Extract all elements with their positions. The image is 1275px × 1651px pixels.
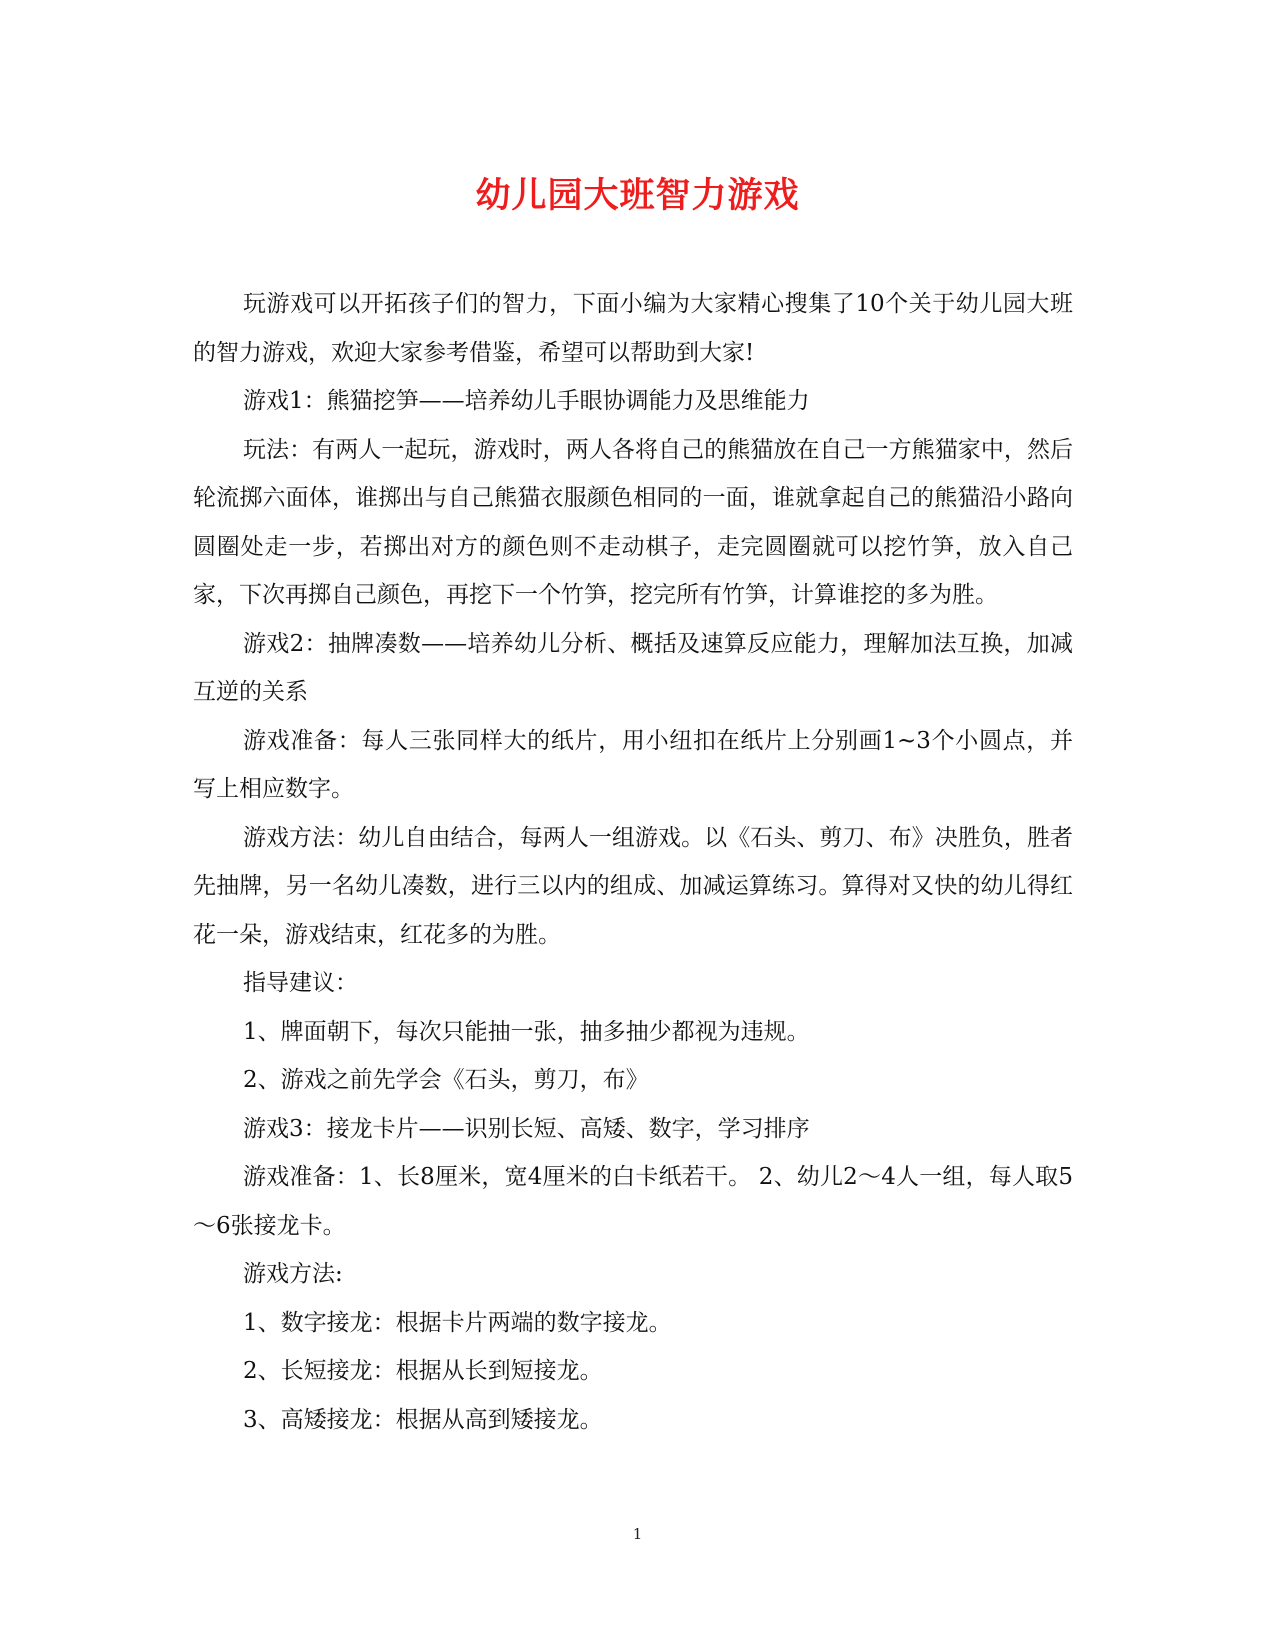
paragraph-game2-heading: 游戏2：抽牌凑数——培养幼儿分析、概括及速算反应能力，理解加法互换，加减互逆的关系 bbox=[193, 630, 1073, 705]
paragraph-guidance-item-1: 1、牌面朝下，每次只能抽一张，抽多抽少都视为违规。 bbox=[243, 1018, 810, 1045]
paragraph-game1-heading: 游戏1：熊猫挖笋——培养幼儿手眼协调能力及思维能力 bbox=[243, 388, 810, 414]
page-number: 1 bbox=[632, 1525, 643, 1543]
paragraph-game3-method-item-1: 1、数字接龙：根据卡片两端的数字接龙。 bbox=[243, 1309, 672, 1336]
document-body bbox=[193, 280, 1073, 1444]
paragraph-game1-rules: 玩法：有两人一起玩，游戏时，两人各将自己的熊猫放在自己一方熊猫家中，然后轮流掷六面体，谁掷出与自己熊猫衣服颜色相同的一面，谁就拿起自己的熊猫沿小路向圆圈处走一步，若掷出对方的颜色则不走动棋子，走完圆圈就可以挖竹笋，放入自己家，下次再掷自己颜色，再挖下一个竹笋，挖完所有竹笋，计算谁挖的多为胜。 bbox=[193, 436, 1073, 608]
paragraph-game3-method-item-2: 2、长短接龙：根据从长到短接龙。 bbox=[243, 1358, 603, 1384]
paragraph-game3-preparation: 游戏准备：1、长8厘米，宽4厘米的白卡纸若干。 2、幼儿2～4人一组，每人取5～6张接龙卡。 bbox=[193, 1164, 1073, 1239]
paragraph-game3-method-item-3: 3、高矮接龙：根据从高到矮接龙。 bbox=[243, 1406, 603, 1433]
paragraph-game3-method-heading: 游戏方法: bbox=[243, 1261, 343, 1287]
paragraph-intro: 玩游戏可以开拓孩子们的智力，下面小编为大家精心搜集了10个关于幼儿园大班的智力游戏，欢迎大家参考借鉴，希望可以帮助到大家! bbox=[193, 291, 1073, 366]
paragraph-game2-method: 游戏方法：幼儿自由结合，每两人一组游戏。以《石头、剪刀、布》决胜负，胜者先抽牌，另一名幼儿凑数，进行三以内的组成、加减运算练习。算得对又快的幼儿得红花一朵，游戏结束，红花多的为胜。 bbox=[193, 824, 1073, 948]
paragraph-game3-heading: 游戏3：接龙卡片——识别长短、高矮、数字，学习排序 bbox=[243, 1115, 810, 1142]
paragraph-guidance-item-2: 2、游戏之前先学会《石头，剪刀，布》 bbox=[243, 1067, 649, 1093]
paragraph-game2-preparation: 游戏准备：每人三张同样大的纸片，用小纽扣在纸片上分别画1~3个小圆点，并写上相应数字。 bbox=[193, 727, 1073, 802]
paragraph-guidance-heading: 指导建议： bbox=[243, 970, 358, 996]
document-title: 幼儿园大班智力游戏 bbox=[475, 175, 800, 216]
